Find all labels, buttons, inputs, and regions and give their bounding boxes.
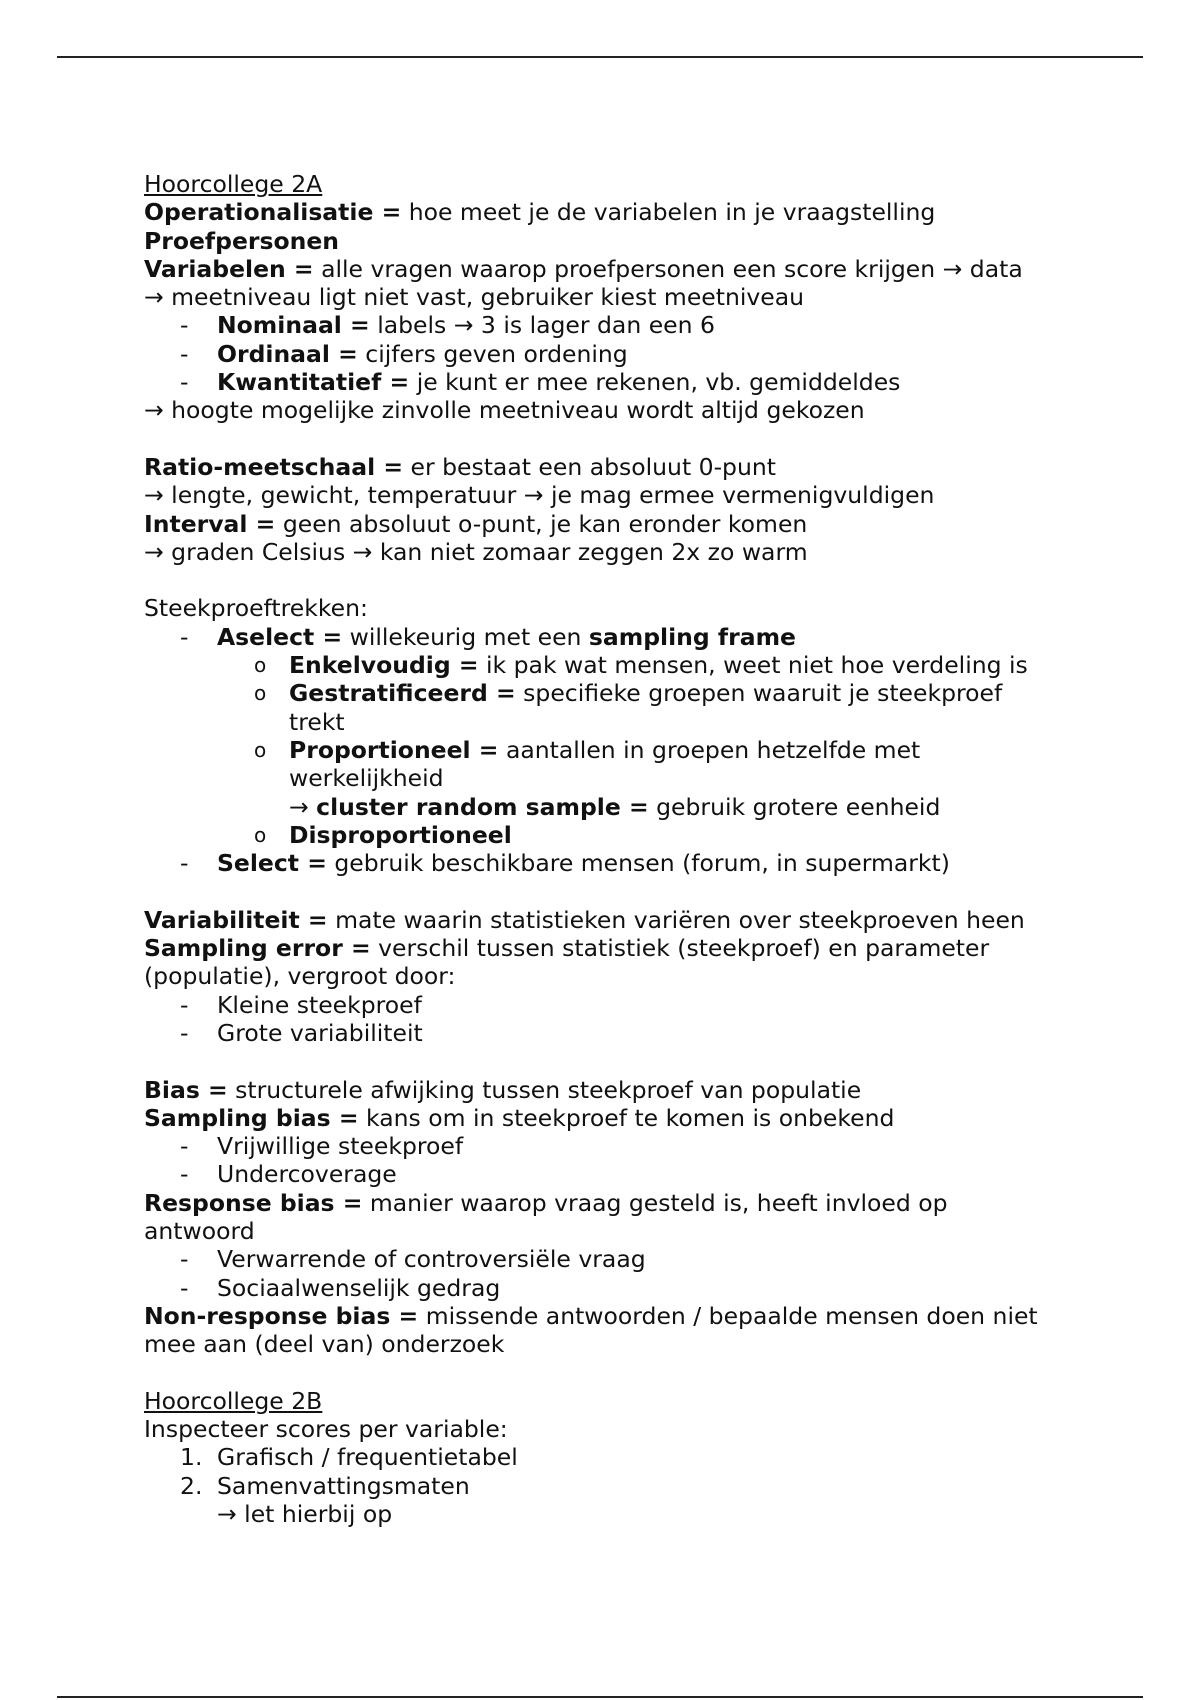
definition-sampling-bias: Sampling bias = kans om in steekproef te komen is onbekend	[144, 1103, 895, 1132]
section-heading-2b: Hoorcollege 2B	[144, 1386, 323, 1415]
list-item-grote-variabiliteit: - Grote variabiliteit	[180, 1018, 423, 1047]
circle-marker: o	[254, 737, 267, 762]
definition-operationalisatie: Operationalisatie = hoe meet je de variabelen in je vraagstelling	[144, 198, 936, 227]
dash-marker: -	[180, 990, 189, 1019]
dash-marker: -	[180, 1018, 189, 1047]
spacer	[144, 566, 1064, 594]
list-item-verwarrende-vraag: - Verwarrende of controversiële vraag	[180, 1245, 646, 1274]
number-marker: 1.	[180, 1443, 203, 1472]
circle-marker: o	[254, 822, 267, 847]
list-item-ordinaal: - Ordinaal = cijfers geven ordening	[180, 339, 628, 368]
spacer	[144, 1047, 1064, 1075]
bottom-rule	[57, 1696, 1143, 1698]
dash-marker: -	[180, 1160, 189, 1189]
list-item-undercoverage: - Undercoverage	[180, 1160, 397, 1189]
sublist-item-gestratificeerd: o Gestratificeerd = specifieke groepen waaruit je steekproef trekt	[254, 679, 1003, 736]
definition-non-response-bias: Non-response bias = missende antwoorden / bepaalde mensen doen niet mee aan (deel van) onderzoek	[144, 1301, 1038, 1359]
spacer	[144, 425, 1064, 453]
list-item-nominaal: - Nominaal = labels → 3 is lager dan een 6	[180, 311, 715, 340]
dash-marker: -	[180, 1273, 189, 1302]
list-item-aselect: - Aselect = willekeurig met een sampling frame	[180, 622, 796, 651]
definition-response-bias: Response bias = manier waarop vraag gesteld is, heeft invloed op antwoord	[144, 1188, 948, 1245]
term-proefpersonen: Proefpersonen	[144, 226, 339, 255]
note-let-hierbij-op: → let hierbij op	[217, 1499, 393, 1528]
definition-variabiliteit: Variabiliteit = mate waarin statistieken variëren over steekproeven heen	[144, 905, 1025, 934]
note-hoogte: → hoogte mogelijke zinvolle meetniveau wordt altijd gekozen	[144, 396, 865, 425]
note-meetniveau: → meetniveau ligt niet vast, gebruiker kiest meetniveau	[144, 283, 805, 312]
document-body	[144, 170, 1064, 1528]
inspecteer-label: Inspecteer scores per variable:	[144, 1415, 508, 1444]
spacer	[144, 877, 1064, 905]
numbered-item-1: 1. Grafisch / frequentietabel	[180, 1443, 518, 1472]
list-item-kleine-steekproef: - Kleine steekproef	[180, 990, 422, 1019]
dash-marker: -	[180, 622, 189, 651]
dash-marker: -	[180, 368, 189, 397]
definition-variabelen: Variabelen = alle vragen waarop proefpersonen een score krijgen → data	[144, 254, 1023, 283]
sublist-item-disproportioneel: o Disproportioneel	[254, 820, 512, 849]
dash-marker: -	[180, 849, 189, 878]
note-graden: → graden Celsius → kan niet zomaar zeggen 2x zo warm	[144, 537, 808, 566]
list-item-sociaalwenselijk: - Sociaalwenselijk gedrag	[180, 1273, 501, 1302]
circle-marker: o	[254, 653, 267, 678]
section-heading-2a: Hoorcollege 2A	[144, 170, 323, 198]
number-marker: 2.	[180, 1471, 203, 1500]
note-lengte: → lengte, gewicht, temperatuur → je mag ermee vermenigvuldigen	[144, 481, 935, 510]
dash-marker: -	[180, 339, 189, 368]
list-item-kwantitatief: - Kwantitatief = je kunt er mee rekenen, vb. gemiddeldes	[180, 368, 901, 397]
dash-marker: -	[180, 1132, 189, 1161]
definition-bias: Bias = structurele afwijking tussen steekproef van populatie	[144, 1075, 862, 1104]
note-cluster-random-sample: → cluster random sample = gebruik grotere eenheid	[289, 792, 941, 821]
list-item-vrijwillige-steekproef: - Vrijwillige steekproef	[180, 1132, 464, 1161]
circle-marker: o	[254, 681, 267, 706]
steekproeftrekken-label: Steekproeftrekken:	[144, 594, 368, 623]
sublist-item-proportioneel: o Proportioneel = aantallen in groepen hetzelfde met werkelijkheid	[254, 735, 921, 793]
dash-marker: -	[180, 1245, 189, 1274]
definition-ratio: Ratio-meetschaal = er bestaat een absoluut 0-punt	[144, 452, 776, 481]
spacer	[144, 1358, 1064, 1386]
numbered-item-2: 2. Samenvattingsmaten	[180, 1471, 470, 1500]
top-rule	[57, 56, 1143, 58]
list-item-select: - Select = gebruik beschikbare mensen (forum, in supermarkt)	[180, 849, 950, 878]
sublist-item-enkelvoudig: o Enkelvoudig = ik pak wat mensen, weet niet hoe verdeling is	[254, 651, 1028, 680]
definition-interval: Interval = geen absoluut o-punt, je kan eronder komen	[144, 509, 808, 538]
definition-sampling-error: Sampling error = verschil tussen statistiek (steekproef) en parameter (populatie), vergroot door:	[144, 934, 990, 991]
dash-marker: -	[180, 311, 189, 340]
